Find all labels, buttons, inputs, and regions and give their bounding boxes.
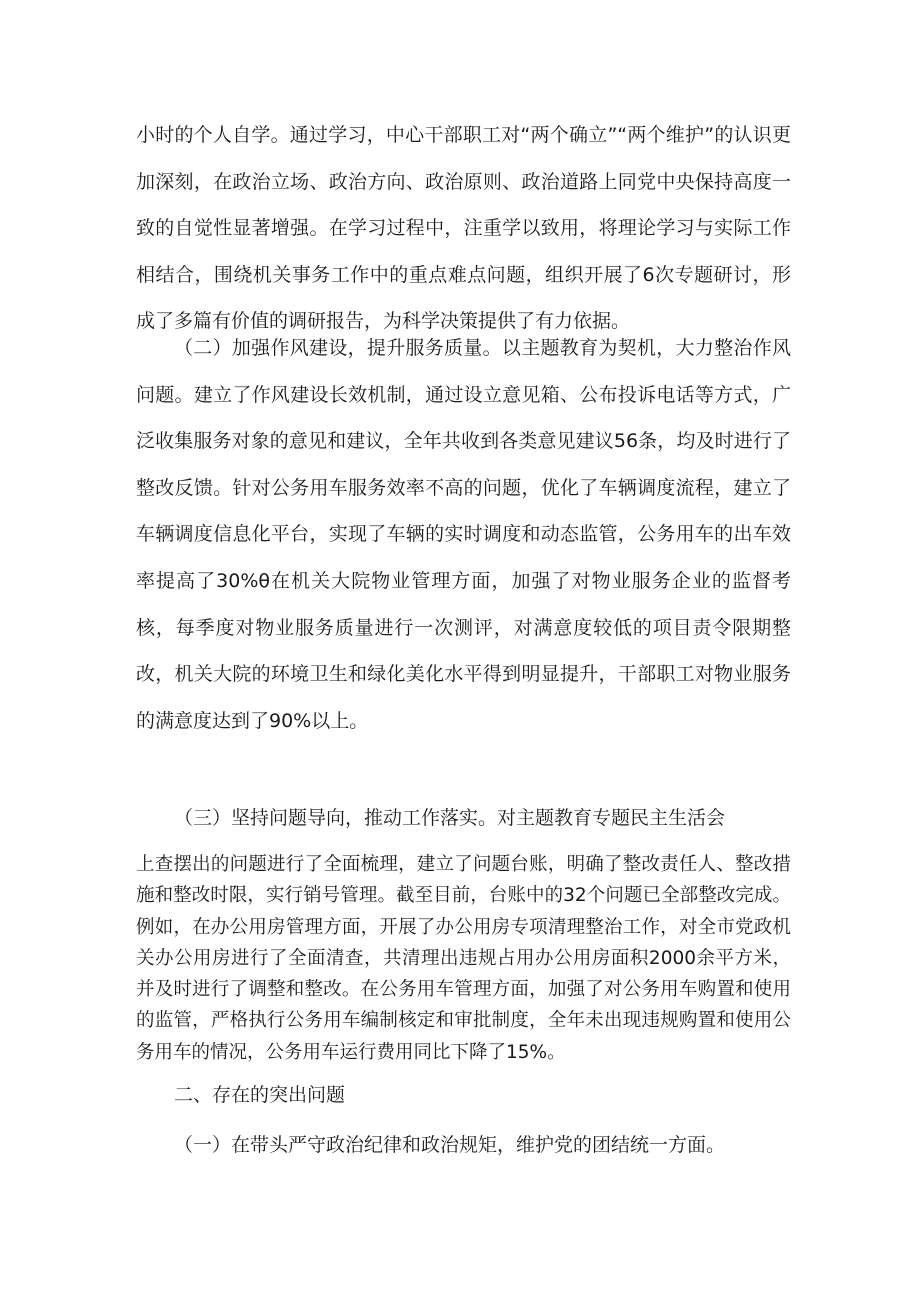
paragraph-self-study: 小时的个人自学。通过学习，中心干部职工对“两个确立”“两个维护”的认识更加深刻，在政治立场、政治方向、政治原则、政治道路上同党中央保持高度一致的自觉性显著增强。在学习过程中，注重学以致用，将理论学习与实际工作相结合，围绕机关事务工作中的重点难点问题，组织开展了6次专题研讨，形成了多篇有价值的调研报告，为科学决策提供了有力依据。 (136, 124, 791, 333)
paragraph-problem-oriented-heading: （三）坚持问题导向，推动工作落实。对主题教育专题民主生活会 (174, 807, 726, 829)
paragraph-political-discipline: （一）在带头严守政治纪律和政治规矩，维护党的团结统一方面。 (174, 1134, 726, 1156)
paragraph-rectification: 上查摆出的问题进行了全面梳理，建立了问题台账，明确了整改责任人、整改措施和整改时限，实行销号管理。截至目前，台账中的32个问题已全部整改完成。例如，在办公用房管理方面，开展了办公用房专项清理整治工作，对全市党政机关办公用房进行了全面清查，共清理出违规占用办公用房面积2000余平方米，并及时进行了调整和整改。在公务用车管理方面，加强了对公务用车购置和使用的监管，严格执行公务用车编制核定和审批制度，全年未出现违规购置和使用公务用车的情况，公务用车运行费用同比下降了15%。 (136, 854, 791, 1063)
paragraph-work-style: （二）加强作风建设，提升服务质量。以主题教育为契机，大力整治作风问题。建立了作风建设长效机制，通过设立意见箱、公布投诉电话等方式，广泛收集服务对象的意见和建议，全年共收到各类意见建议56条，均及时进行了整改反馈。针对公务用车服务效率不高的问题，优化了车辆调度流程，建立了车辆调度信息化平台，实现了车辆的实时调度和动态监管，公务用车的出车效率提高了30%θ在机关大院物业管理方面，加强了对物业服务企业的监督考核，每季度对物业服务质量进行一次测评，对满意度较低的项目责令限期整改，机关大院的环境卫生和绿化美化水平得到明显提升，干部职工对物业服务的满意度达到了90%以上。 (136, 337, 791, 732)
section-heading-problems: 二、存在的突出问题 (174, 1084, 346, 1106)
